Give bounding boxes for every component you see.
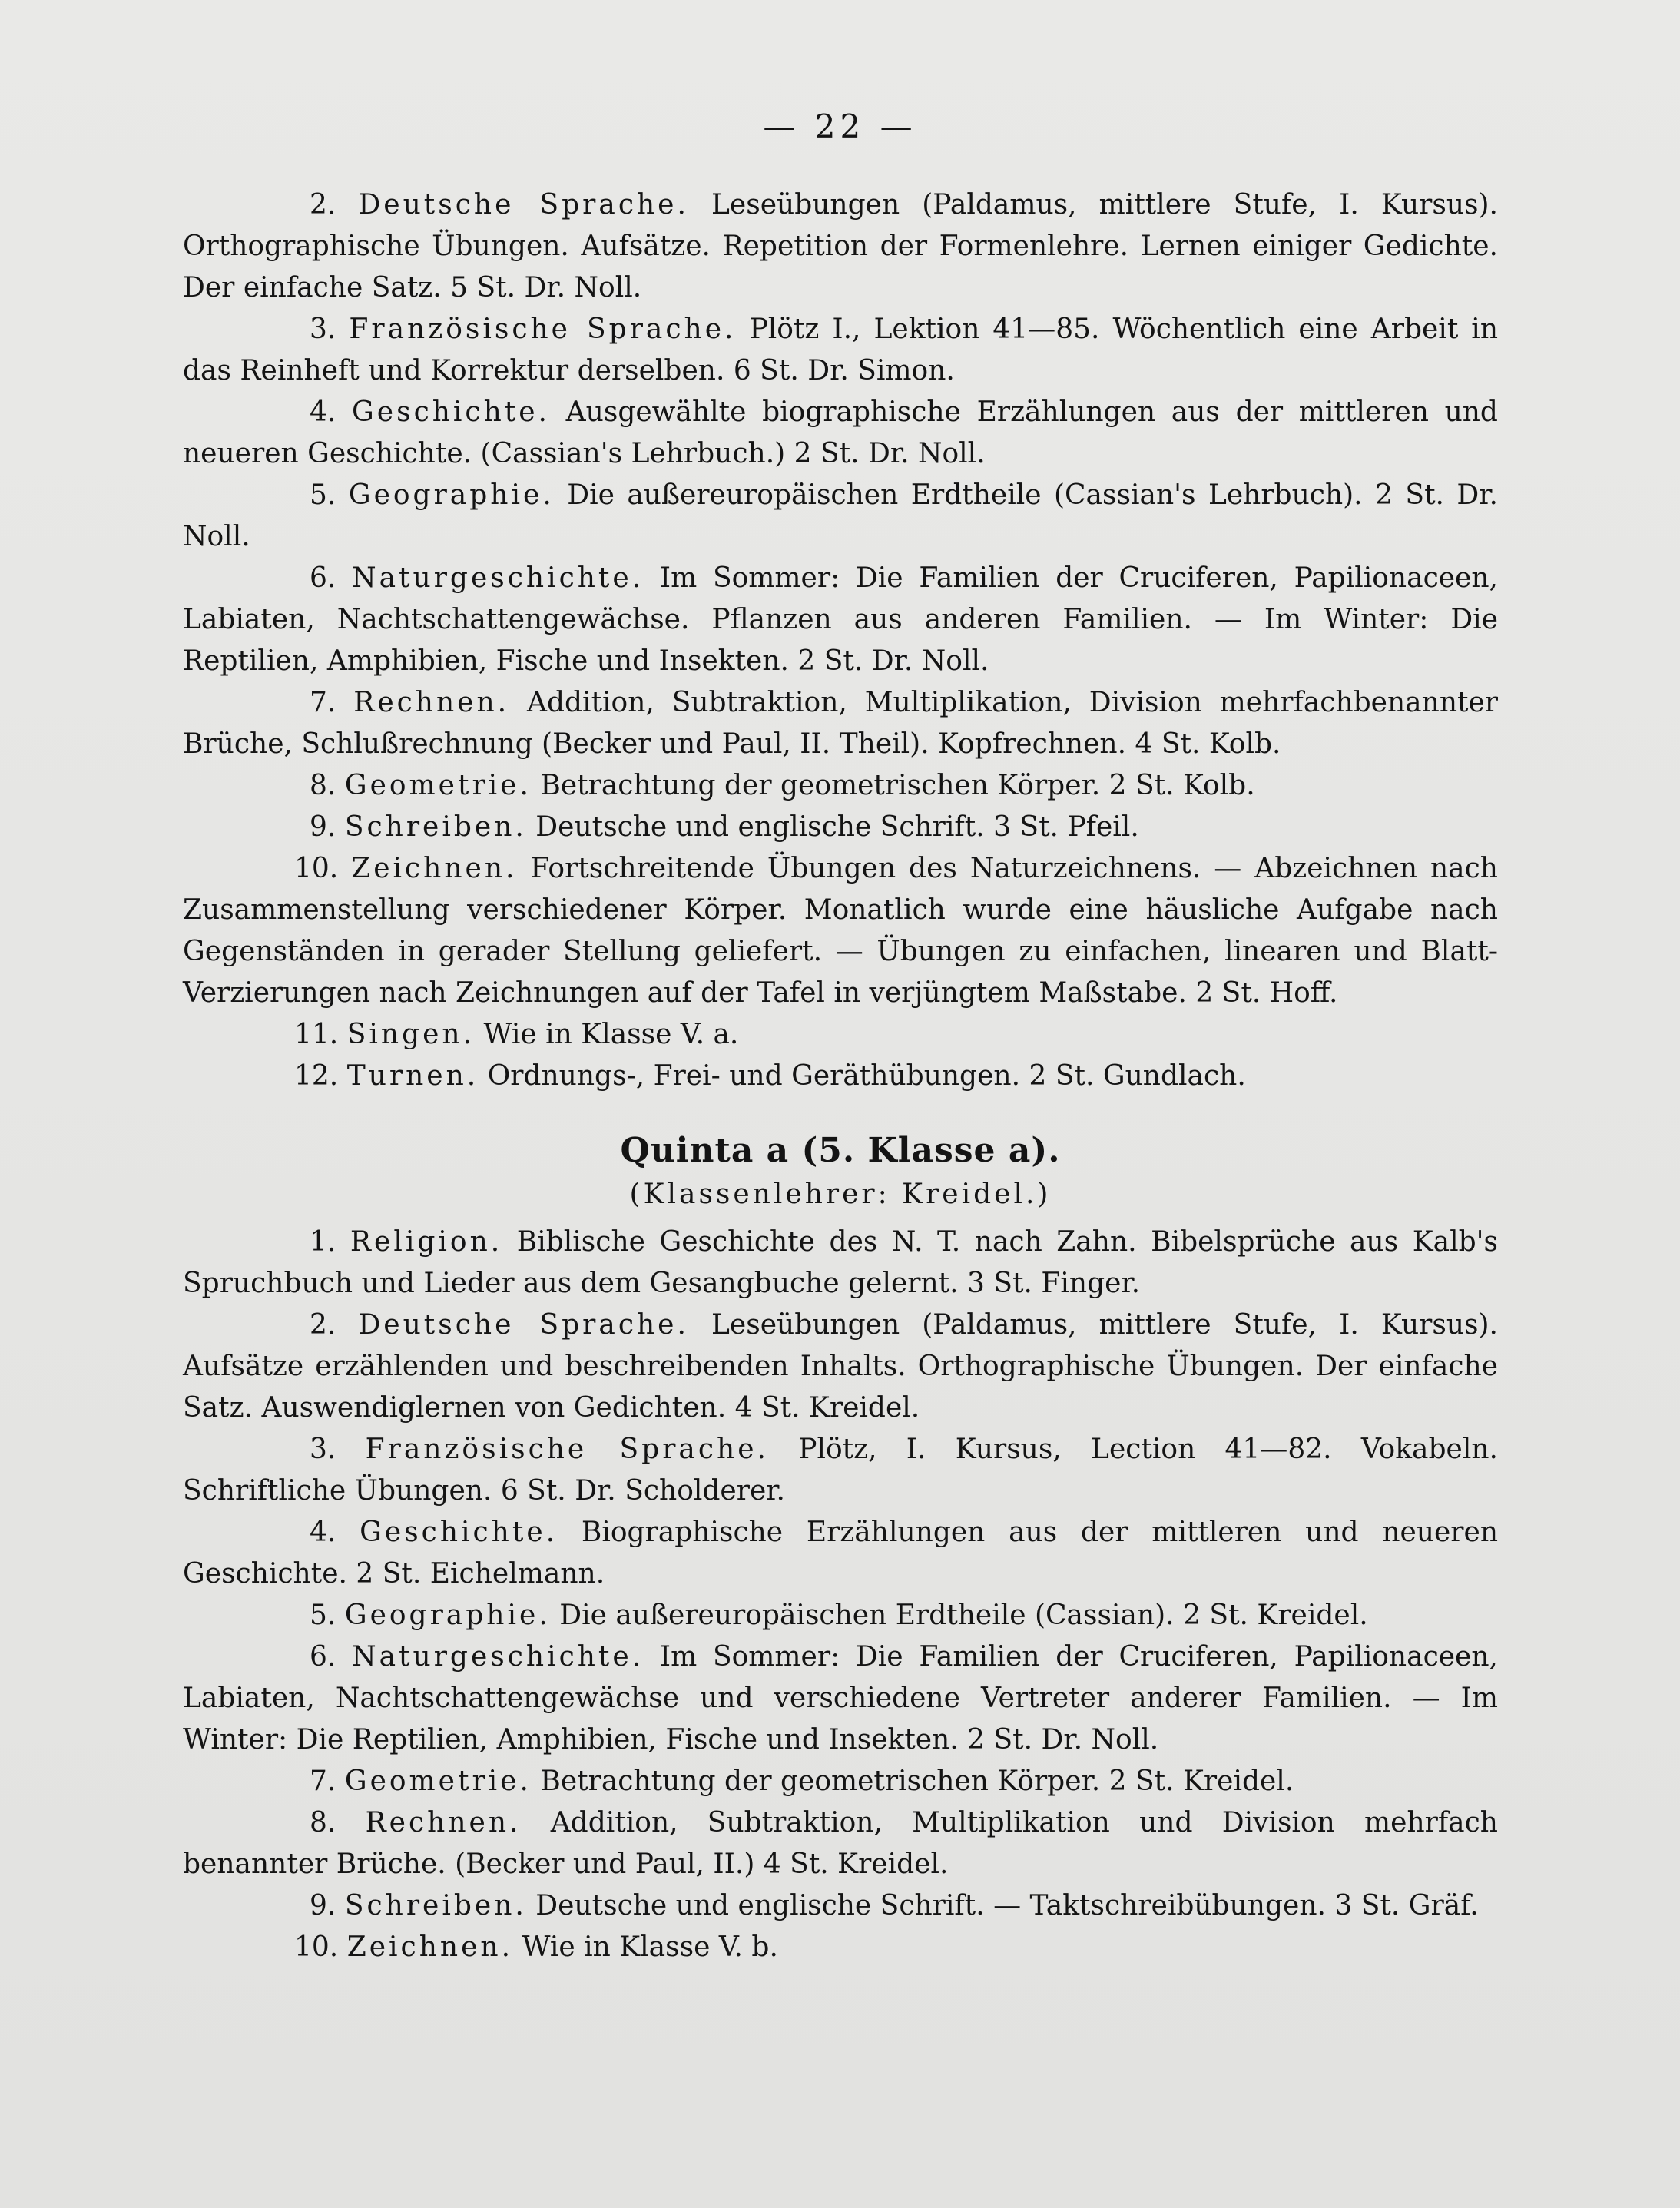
subject-name: Geographie. [344, 1600, 551, 1631]
item-number: 2. [310, 189, 336, 220]
section-heading: Quinta a (5. Klasse a). [620, 1131, 1061, 1170]
subject-description: Fortschreitende Übungen des Naturzeichnens. — Abzeichnen nach Zusammenstellung verschiedener Körper. Monatlich wurde eine häusliche Aufgabe nach Gegenständen in gerader Stellung geliefert. — Übungen zu einfachen, linearen und Blatt-Verzierungen nach Zeichnungen auf der Tafel in verjüngtem Maßstabe. 2 St. Hoff. [183, 853, 1498, 1009]
subject-description: Addition, Subtraktion, Multiplikation, Division mehrfachbenannter Brüche, Schlußrechnung (Becker und Paul, II. Theil). Kopfrechnen. 4 St. Kolb. [183, 687, 1498, 760]
subject-name: Geometrie. [344, 1765, 532, 1797]
subject-name: Naturgeschichte. [352, 562, 644, 594]
section-quinta-a [183, 1222, 1498, 1968]
page-number: — 22 — [763, 108, 917, 145]
subject-paragraph [183, 848, 1498, 1014]
subject-paragraph [183, 475, 1498, 558]
subject-paragraph [183, 1761, 1498, 1802]
subject-paragraph [183, 1429, 1498, 1512]
item-number: 2. [310, 1309, 336, 1341]
item-number: 5. [310, 479, 336, 511]
subject-paragraph [183, 558, 1498, 682]
subject-name: Religion. [350, 1226, 503, 1258]
subject-paragraph [183, 807, 1498, 848]
item-number: 8. [310, 1807, 336, 1838]
subject-description: Betrachtung der geometrischen Körper. 2 St. Kreidel. [540, 1765, 1294, 1797]
subject-paragraph [183, 1595, 1498, 1636]
subject-name: Geometrie. [344, 770, 532, 801]
subject-description: Betrachtung der geometrischen Körper. 2 St. Kolb. [540, 770, 1255, 801]
subject-name: Naturgeschichte. [352, 1641, 644, 1673]
subject-name: Zeichnen. [346, 1931, 514, 1963]
subject-name: Rechnen. [365, 1807, 522, 1838]
subject-description: Die außereuropäischen Erdtheile (Cassian). 2 St. Kreidel. [559, 1600, 1368, 1631]
subject-paragraph [183, 309, 1498, 392]
item-number: 5. [310, 1600, 336, 1631]
item-number: 11. [294, 1019, 339, 1050]
subject-name: Geschichte. [352, 396, 550, 428]
section-subheading: (Klassenlehrer: Kreidel.) [629, 1179, 1052, 1210]
subject-paragraph [183, 1636, 1498, 1761]
subject-paragraph [183, 682, 1498, 765]
subject-description: Wie in Klasse V. a. [483, 1019, 739, 1050]
item-number: 7. [310, 1765, 336, 1797]
item-number: 9. [310, 811, 336, 843]
subject-name: Geographie. [348, 479, 555, 511]
subject-paragraph [183, 392, 1498, 475]
subject-paragraph [183, 765, 1498, 807]
subject-name: Rechnen. [353, 687, 510, 718]
subject-name: Turnen. [346, 1060, 479, 1092]
subject-name: Schreiben. [344, 1890, 527, 1921]
subject-description: Plötz I., Lektion 41—85. Wöchentlich eine Arbeit in das Reinheft und Korrektur derselben. 6 St. Dr. Simon. [183, 313, 1498, 386]
subject-name: Geschichte. [360, 1517, 558, 1548]
content-column [183, 184, 1498, 1968]
subject-description: Ordnungs-, Frei- und Geräthübungen. 2 St. Gundlach. [487, 1060, 1246, 1092]
item-number: 3. [310, 1434, 336, 1465]
subject-name: Deutsche Sprache. [358, 1309, 689, 1341]
item-number: 4. [310, 396, 336, 428]
subject-paragraph [183, 1222, 1498, 1305]
subject-description: Leseübungen (Paldamus, mittlere Stufe, I. Kursus). Aufsätze erzählenden und beschreibenden Inhalts. Orthographische Übungen. Der einfache Satz. Auswendiglernen von Gedichten. 4 St. Kreidel. [183, 1309, 1498, 1424]
subject-name: Schreiben. [344, 811, 527, 843]
subject-paragraph [183, 1305, 1498, 1429]
subject-paragraph [183, 1056, 1498, 1097]
subject-description: Im Sommer: Die Familien der Cruciferen, Papilionaceen, Labiaten, Nachtschattengewächse und verschiedene Vertreter anderer Familien. — Im Winter: Die Reptilien, Amphibien, Fische und Insekten. 2 St. Dr. Noll. [183, 1641, 1498, 1755]
item-number: 10. [294, 1931, 339, 1963]
subject-name: Deutsche Sprache. [358, 189, 689, 220]
subject-description: Deutsche und englische Schrift. 3 St. Pfeil. [535, 811, 1139, 843]
subject-description: Wie in Klasse V. b. [522, 1931, 778, 1963]
subject-description: Deutsche und englische Schrift. — Taktschreibübungen. 3 St. Gräf. [535, 1890, 1479, 1921]
subject-paragraph [183, 1512, 1498, 1595]
subject-description: Biographische Erzählungen aus der mittleren und neueren Geschichte. 2 St. Eichelmann. [183, 1517, 1499, 1590]
subject-name: Zeichnen. [351, 853, 518, 884]
subject-description: Die außereuropäischen Erdtheile (Cassian's Lehrbuch). 2 St. Dr. Noll. [183, 479, 1498, 552]
subject-name: Singen. [346, 1019, 476, 1050]
item-number: 8. [310, 770, 336, 801]
item-number: 6. [310, 1641, 336, 1673]
subject-paragraph [183, 1927, 1498, 1968]
item-number: 6. [310, 562, 336, 594]
subject-description: Biblische Geschichte des N. T. nach Zahn. Bibelsprüche aus Kalb's Spruchbuch und Lieder aus dem Gesangbuche gelernt. 3 St. Finger. [183, 1226, 1498, 1299]
subject-description: Plötz, I. Kursus, Lection 41—82. Vokabeln. Schriftliche Übungen. 6 St. Dr. Scholderer. [183, 1434, 1498, 1507]
subject-description: Leseübungen (Paldamus, mittlere Stufe, I. Kursus). Orthographische Übungen. Aufsätze. Repetition der Formenlehre. Lernen einiger Gedichte. Der einfache Satz. 5 St. Dr. Noll. [183, 189, 1498, 303]
subject-paragraph [183, 184, 1498, 309]
item-number: 12. [294, 1060, 339, 1092]
subject-paragraph [183, 1885, 1498, 1927]
subject-description: Ausgewählte biographische Erzählungen aus der mittleren und neueren Geschichte. (Cassian's Lehrbuch.) 2 St. Dr. Noll. [183, 396, 1498, 469]
item-number: 3. [310, 313, 336, 345]
subject-paragraph [183, 1802, 1498, 1885]
item-number: 10. [294, 853, 339, 884]
subject-name: Französische Sprache. [349, 313, 737, 345]
item-number: 4. [310, 1517, 336, 1548]
subject-name: Französische Sprache. [365, 1434, 769, 1465]
section-previous-class [183, 184, 1498, 1097]
subject-description: Im Sommer: Die Familien der Cruciferen, Papilionaceen, Labiaten, Nachtschattengewächse. Pflanzen aus anderen Familien. — Im Winter: Die Reptilien, Amphibien, Fische und Insekten. 2 St. Dr. Noll. [183, 562, 1498, 677]
item-number: 7. [310, 687, 336, 718]
subject-paragraph [183, 1014, 1498, 1056]
item-number: 1. [310, 1226, 336, 1258]
subject-description: Addition, Subtraktion, Multiplikation und Division mehrfach benannter Brüche. (Becker und Paul, II.) 4 St. Kreidel. [183, 1807, 1498, 1880]
item-number: 9. [310, 1890, 336, 1921]
